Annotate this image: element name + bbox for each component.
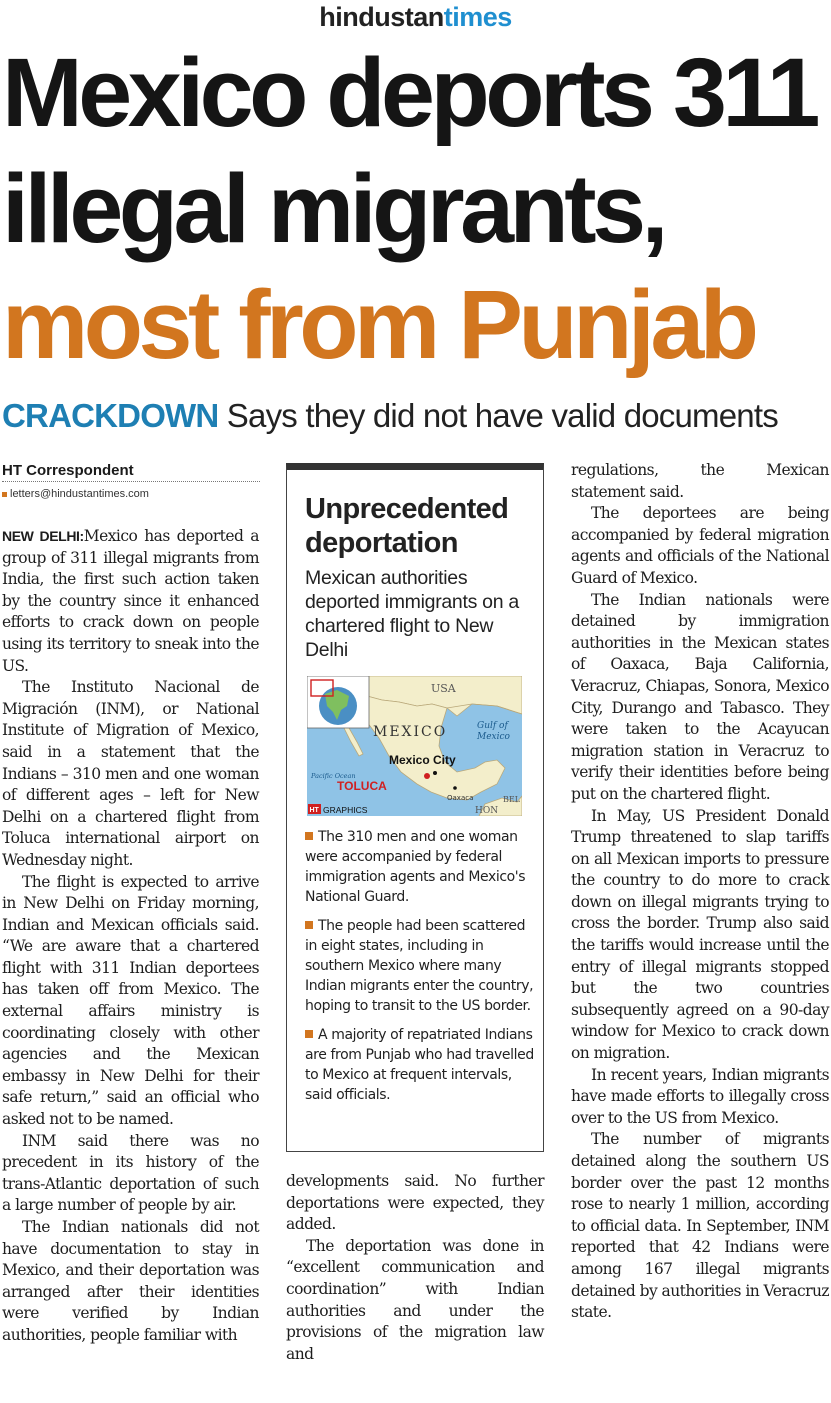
sidebar-bullet-text: A majority of repatriated Indians are from Punjab who had travelled to Mexico at frequent intervals, said officials. bbox=[305, 1027, 534, 1103]
story-paragraph: The deportation was done in “excellent communication and coordination” with Indian authorities and under the provisions of the migration law and bbox=[286, 1236, 544, 1363]
mexico-map bbox=[307, 676, 522, 816]
sidebar-title: Unprecedented deportation bbox=[305, 493, 509, 559]
square-bullet-icon bbox=[2, 492, 7, 497]
map-label-mexico-city: Mexico City bbox=[389, 753, 456, 767]
story-paragraph: regulations, the Mexican statement said. bbox=[571, 461, 829, 501]
story-paragraph: developments said. No further deportations were expected, they added. bbox=[286, 1172, 544, 1234]
map-label-bel: BEL bbox=[503, 795, 521, 804]
map-label-oaxaca: Oaxaca bbox=[447, 794, 474, 802]
dateline: NEW DELHI: bbox=[2, 528, 84, 544]
map-graphic bbox=[307, 676, 522, 816]
map-label-toluca: TOLUCA bbox=[337, 779, 387, 793]
sidebar-bullet-text: The people had been scattered in eight states, including in southern Mexico where many Indian migrants enter the country, hoping to transit to the US border. bbox=[305, 918, 534, 1014]
paragraph-text: Mexico has deported a group of 311 illegal migrants from India, the first such action taken by the country since it enhanced efforts to crack down on people using its territory to sneak into the US. bbox=[2, 527, 259, 675]
map-label-usa: USA bbox=[431, 682, 456, 695]
square-bullet-icon bbox=[305, 921, 313, 929]
byline-email bbox=[2, 487, 149, 501]
headline-line1: Mexico deports 311 bbox=[2, 38, 816, 147]
sidebar-bullet bbox=[305, 827, 537, 907]
headline-line3: most from Punjab bbox=[2, 270, 755, 379]
story-paragraph: The Instituto Nacional de Migración (INM), or National Institute of Migration of Mexico, said in a statement that the Indians – 310 men and one woman of different ages – left for New Delhi on a chartered flight from Toluca international airport on Wednesday night. bbox=[2, 678, 259, 869]
masthead-part2: times bbox=[443, 2, 512, 32]
map-label-gulf-1: Gulf of bbox=[477, 721, 508, 731]
story-paragraph bbox=[2, 526, 259, 677]
story-paragraph: INM said there was no precedent in its history of the trans-Atlantic deportation of such a large number of people by air. bbox=[2, 1131, 259, 1215]
map-oaxaca-marker bbox=[453, 786, 457, 790]
story-paragraph: In recent years, Indian migrants have made efforts to illegally cross over to the US from Mexico. bbox=[571, 1065, 829, 1127]
story-paragraph: In May, US President Donald Trump threatened to slap tariffs on all Mexican imports to pressure the country to do more to crack down on illegal migrants trying to cross the border. Trump also said the tariffs would increase until the entry of illegal migrants stopped but the two countries subsequently agreed on a 90-day window for Mexico to crack down on migration. bbox=[571, 806, 829, 1063]
masthead-part1: hindustan bbox=[319, 2, 444, 32]
map-label-pacific: Pacific Ocean bbox=[311, 772, 356, 780]
sidebar-box bbox=[286, 463, 544, 1152]
square-bullet-icon bbox=[305, 1030, 313, 1038]
sidebar-bullets bbox=[305, 827, 537, 1114]
byline-author: HT Correspondent bbox=[2, 462, 134, 479]
map-label-gulf-2: Mexico bbox=[477, 732, 510, 742]
byline-divider bbox=[2, 481, 260, 482]
map-mexico-city-marker bbox=[433, 771, 437, 775]
kicker bbox=[2, 395, 778, 437]
map-credit-brand: HT bbox=[309, 807, 319, 814]
map-label-mexico: MEXICO bbox=[373, 724, 448, 740]
story-paragraph: The Indian nationals did not have documentation to stay in Mexico, and their deportation was arranged after their identities were verified by Indian authorities, people familiar with bbox=[2, 1218, 259, 1344]
kicker-text: Says they did not have valid documents bbox=[218, 397, 778, 434]
map-credit: GRAPHICS bbox=[323, 805, 368, 815]
kicker-keyword: CRACKDOWN bbox=[2, 397, 219, 434]
story-paragraph: The deportees are being accompanied by federal migration agents and officials of the National Guard of Mexico. bbox=[571, 504, 829, 587]
sidebar-bullet bbox=[305, 1025, 537, 1105]
sidebar-subtitle: Mexican authorities deported immigrants on a chartered flight to New Delhi bbox=[305, 567, 519, 661]
byline-email-text: letters@hindustantimes.com bbox=[10, 488, 149, 500]
square-bullet-icon bbox=[305, 832, 313, 840]
story-paragraph: The Indian nationals were detained by immigration authorities in the Mexican states of Oaxaca, Baja California, Veracruz, Chiapas, Sonora, Mexico City, Durango and Tabasco. They were taken to the Acayucan migration station in Veracruz to verify their identities before being put on the chartered flight. bbox=[571, 590, 829, 803]
sidebar-bullet-text: The 310 men and one woman were accompanied by federal immigration agents and Mexico's National Guard. bbox=[305, 829, 526, 905]
story-column-2 bbox=[286, 1171, 544, 1365]
story-paragraph: The number of migrants detained along the southern US border over the past 12 months rose to nearly 1 million, according to official data. In September, INM reported that 42 Indians were among 167 illegal migrants detained by authorities in Veracruz state. bbox=[571, 1130, 829, 1322]
story-column-3 bbox=[571, 460, 829, 1324]
story-paragraph: The flight is expected to arrive in New Delhi on Friday morning, Indian and Mexican officials said. “We are aware that a chartered flight with 311 Indian deportees has taken off from Mexico. The external affairs ministry is coordinating closely with other agencies and the Mexican embassy in New Delhi for their safe return,” said an official who asked not to be named. bbox=[2, 872, 259, 1129]
masthead-logo bbox=[0, 2, 831, 32]
headline-line2: illegal migrants, bbox=[2, 154, 664, 263]
map-toluca-marker bbox=[424, 773, 430, 779]
map-label-hon: HON bbox=[475, 806, 499, 816]
sidebar-bullet bbox=[305, 916, 537, 1016]
story-column-1 bbox=[2, 526, 259, 1347]
